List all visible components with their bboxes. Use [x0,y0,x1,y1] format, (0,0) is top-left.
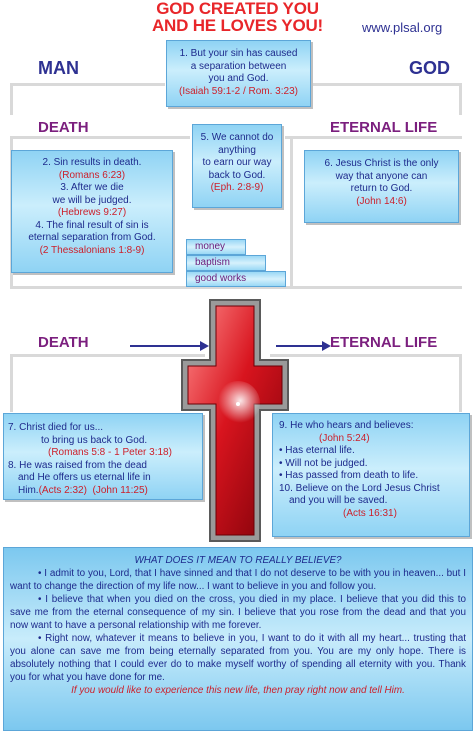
rail-divider [10,354,13,412]
eternal-life-label: ETERNAL LIFE [330,119,438,136]
box5-line2: anything [218,144,256,156]
website-link[interactable]: www.plsal.org [362,20,443,35]
box7-ref1: (Romans 5:8 - 1 Peter 3:18) [48,447,172,458]
works-good-works: good works [186,271,286,287]
hears-believes-box [272,413,470,537]
box6-line2: way that anyone can [335,170,428,182]
box9-bullet2: • Will not be judged. [279,457,368,469]
box9-line2: 10. Believe on the Lord Jesus Christ [279,482,440,494]
box7-line3: 8. He was raised from the dead [8,459,147,471]
believe-paragraph-2: • I believe that when you died on the cross, you died in my place. I believe that you did this to save me from the eternal consequence of my sin. I believe that you rose from the dead and that you now want to have a personal relationship with me forever. [10,594,466,631]
death-label-lower: DEATH [38,334,89,351]
jesus-only-way-box [304,150,459,223]
believe-heading: WHAT DOES IT MEAN TO REALLY BELIEVE? [134,555,342,566]
separation-box [166,40,311,107]
arrow-head-icon [322,341,331,351]
box1-line1: 1. But your sin has caused [179,48,298,59]
believe-paragraph-3: • Right now, whatever it means to believe in you, I want to do it with all my heart... trusting that you alone can save me from being eternally separated from you. You are my only hope. There is absolutely nothing that I could ever do to make myself worthy of spending all eternity with you. Thank you for what you have done for me. [10,633,466,683]
rail-divider [270,354,462,357]
box2-line2: 3. After we die [60,182,124,193]
box6-line3: return to God. [350,183,413,194]
box9-ref2: (Acts 16:31) [343,507,397,519]
box7-ref3: (John 11:25) [92,484,148,496]
box2-ref3: (2 Thessalonians 1:8-9) [39,244,145,256]
rail-divider [312,83,462,86]
box7-line4: and He offers us eternal life in [18,472,151,483]
box7-ref2: (Acts 2:32) [38,484,87,496]
works-money: money [186,239,246,255]
box9-bullet3: • Has passed from death to life. [279,470,419,481]
rail-divider [10,83,13,115]
box7-line5: Him. [18,484,39,496]
box5-line1: 5. We cannot do [200,132,274,143]
box9-line3: and you will be saved. [289,495,388,506]
box2-ref2: (Hebrews 9:27) [57,207,127,218]
sin-results-box [11,150,173,273]
christ-died-box [3,413,203,500]
man-label: MAN [38,58,79,78]
page-title [130,0,345,34]
rail-divider [10,136,190,139]
box6-line1: 6. Jesus Christ is the only [324,158,439,169]
box7-line2: to bring us back to God. [41,434,148,446]
rail-divider [10,83,165,86]
box6-reference: (John 14:6) [356,195,407,207]
box2-line1: 2. Sin results in death. [42,157,142,168]
box5-line3: to earn our way [202,157,272,168]
eternal-life-label-lower: ETERNAL LIFE [330,334,438,351]
box1-reference: (Isaiah 59:1-2 / Rom. 3:23) [179,85,298,97]
believe-closing: If you would like to experience this new life, then pray right now and tell Him. [71,685,405,696]
box2-line4: 4. The final result of sin is [35,219,149,231]
box9-line1: 9. He who hears and believes: [279,420,414,431]
title-line-2: AND HE LOVES YOU! [151,16,324,35]
box5-line4: back to God. [208,169,266,181]
box7-line1: 7. Christ died for us... [8,422,104,433]
god-label: GOD [409,58,451,78]
box1-line3: you and God. [208,73,269,84]
rail-divider [459,83,462,115]
box7-line5-row [8,485,202,498]
box2-line5: eternal separation from God. [28,232,156,243]
cannot-earn-box [192,124,282,208]
rail-divider [290,136,293,286]
title-line-1: GOD CREATED YOU [156,0,319,18]
box9-bullet1: • Has eternal life. [279,445,355,456]
box1-line2: a separation between [190,60,287,72]
death-label: DEATH [38,119,89,136]
box9-ref1: (John 5:24) [319,432,370,444]
believe-panel [3,547,473,731]
works-baptism: baptism [186,255,266,271]
rail-divider [459,354,462,412]
box5-reference: (Eph. 2:8-9) [210,182,264,193]
box2-ref1: (Romans 6:23) [58,169,126,181]
rail-divider [10,354,205,357]
rail-divider [285,136,462,139]
believe-paragraph-1: • I admit to you, Lord, that I have sinned and that I do not deserve to be with you in heaven... but I want to change the direction of my life now... I want to believe in you and follow you. [10,568,466,592]
box2-line3: we will be judged. [52,194,132,206]
